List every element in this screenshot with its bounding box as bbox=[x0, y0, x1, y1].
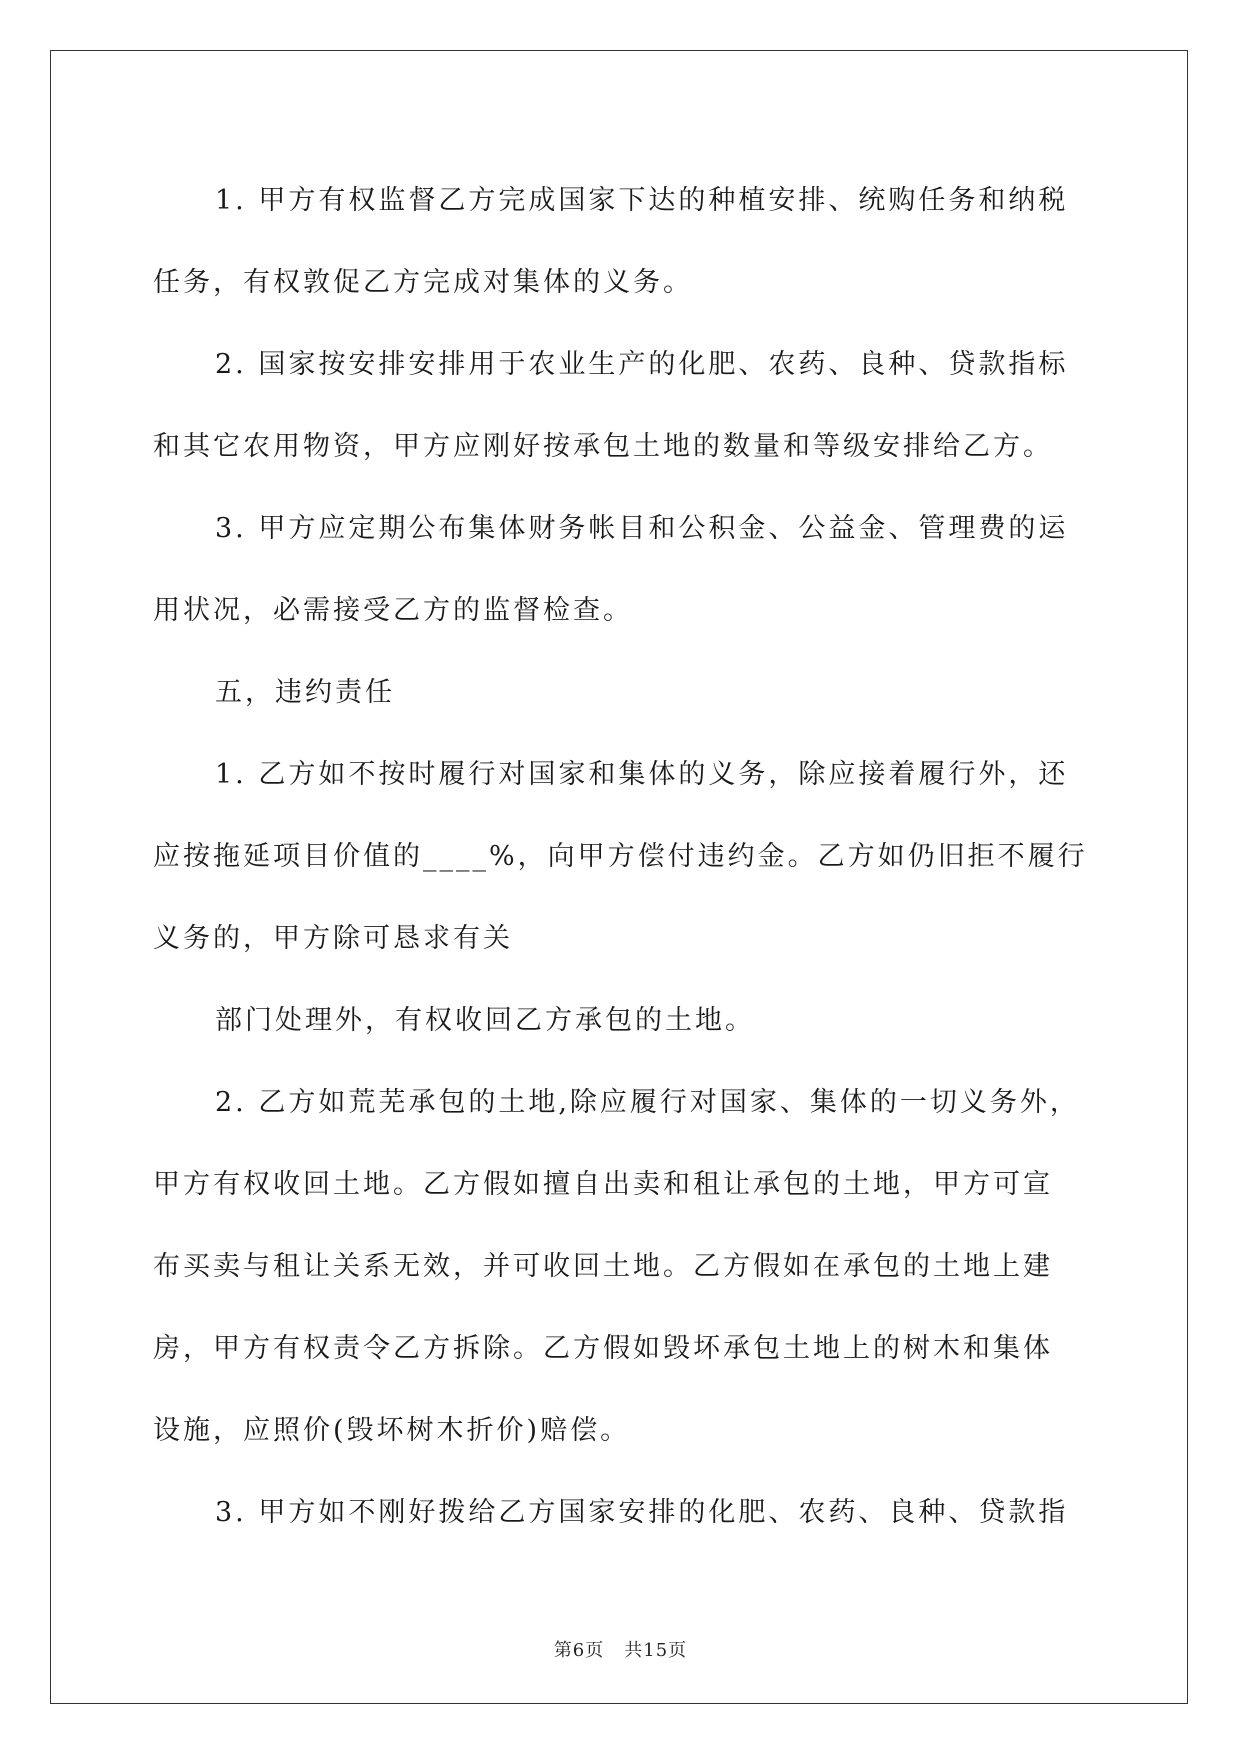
text-line: 甲方有权收回土地。乙方假如擅自出卖和租让承包的土地，甲方可宣 bbox=[153, 1169, 1053, 1200]
text-line: 应按拖延项目价值的____%，向甲方偿付违约金。乙方如仍旧拒不履行 bbox=[153, 841, 1088, 872]
text-line: 2. 乙方如荒芜承包的土地,除应履行对国家、集体的一切义务外， bbox=[215, 1087, 1080, 1118]
text-line: 布买卖与租让关系无效，并可收回土地。乙方假如在承包的土地上建 bbox=[153, 1251, 1053, 1282]
text-line: 任务，有权敦促乙方完成对集体的义务。 bbox=[153, 267, 693, 298]
page-footer bbox=[0, 1636, 1241, 1662]
text-line: 义务的，甲方除可恳求有关 bbox=[153, 923, 513, 954]
page-number: 第6页 bbox=[553, 1640, 605, 1661]
section-heading: 五，违约责任 bbox=[215, 677, 395, 708]
text-line: 1. 乙方如不按时履行对国家和集体的义务，除应接着履行外，还 bbox=[215, 759, 1069, 790]
text-line: 和其它农用物资，甲方应刚好按承包土地的数量和等级安排给乙方。 bbox=[153, 431, 1053, 462]
text-line: 2. 国家按安排安排用于农业生产的化肥、农药、良种、贷款指标 bbox=[215, 349, 1069, 380]
document-body bbox=[153, 160, 1088, 1554]
page-total: 共15页 bbox=[624, 1640, 688, 1661]
text-line: 设施，应照价(毁坏树木折价)赔偿。 bbox=[153, 1415, 631, 1446]
text-line: 用状况，必需接受乙方的监督检查。 bbox=[153, 595, 633, 626]
text-line: 3. 甲方如不刚好拨给乙方国家安排的化肥、农药、良种、贷款指 bbox=[215, 1497, 1069, 1528]
text-line: 部门处理外，有权收回乙方承包的土地。 bbox=[215, 1005, 755, 1036]
text-line: 3. 甲方应定期公布集体财务帐目和公积金、公益金、管理费的运 bbox=[215, 513, 1069, 544]
text-line: 1. 甲方有权监督乙方完成国家下达的种植安排、统购任务和纳税 bbox=[215, 185, 1069, 216]
text-line: 房，甲方有权责令乙方拆除。乙方假如毁坏承包土地上的树木和集体 bbox=[153, 1333, 1053, 1364]
